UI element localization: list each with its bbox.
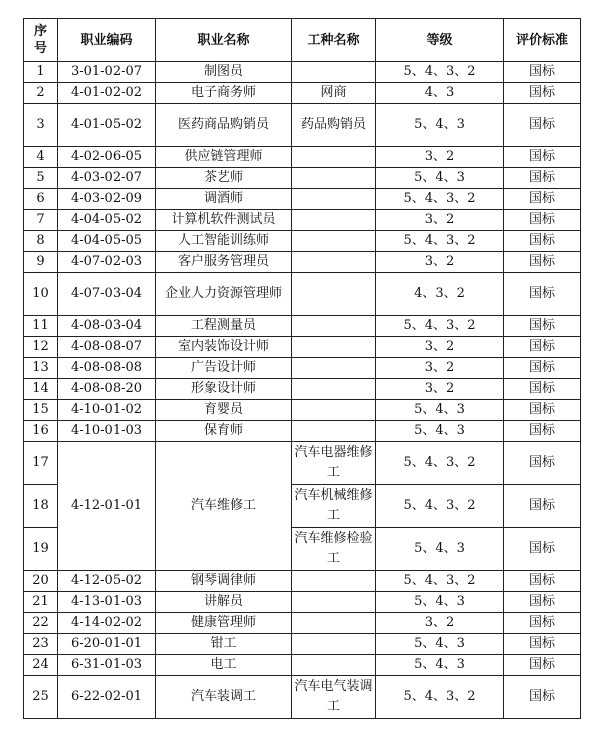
row-level: 5、4、3 [376,528,504,571]
row-code: 3-01-02-07 [58,62,156,83]
row-standard: 国标 [504,316,581,337]
row-standard: 国标 [504,571,581,592]
row-level: 5、4、3 [376,400,504,421]
row-name: 广告设计师 [156,358,292,379]
table-row [24,337,581,358]
occupation-table [23,18,581,719]
row-name: 供应链管理师 [156,147,292,168]
row-no: 20 [24,571,58,592]
row-level: 5、4、3、2 [376,316,504,337]
row-no: 6 [24,189,58,210]
row-trade [292,231,376,252]
row-standard: 国标 [504,147,581,168]
header-row [24,19,581,62]
table-row [24,571,581,592]
row-name: 钢琴调律师 [156,571,292,592]
row-trade [292,273,376,316]
row-name: 电工 [156,655,292,676]
row-trade [292,358,376,379]
row-name: 客户服务管理员 [156,252,292,273]
row-code: 4-03-02-09 [58,189,156,210]
table-row [24,189,581,210]
row-trade: 网商 [292,83,376,104]
row-trade [292,571,376,592]
table-row [24,104,581,147]
row-code: 6-31-01-03 [58,655,156,676]
row-no: 25 [24,676,58,719]
row-no: 5 [24,168,58,189]
row-level: 5、4、3 [376,104,504,147]
row-trade [292,147,376,168]
row-code: 6-20-01-01 [58,634,156,655]
row-no: 4 [24,147,58,168]
row-standard: 国标 [504,358,581,379]
row-code: 4-02-06-05 [58,147,156,168]
row-no: 13 [24,358,58,379]
row-code: 4-12-01-01 [58,442,156,571]
row-no: 16 [24,421,58,442]
row-name: 制图员 [156,62,292,83]
table-row [24,252,581,273]
row-name: 人工智能训练师 [156,231,292,252]
row-standard: 国标 [504,676,581,719]
row-level: 3、2 [376,358,504,379]
table-row [24,358,581,379]
row-level: 3、2 [376,210,504,231]
row-standard: 国标 [504,400,581,421]
row-level: 5、4、3、2 [376,231,504,252]
row-name: 健康管理师 [156,613,292,634]
row-code: 4-08-08-07 [58,337,156,358]
table-row [24,379,581,400]
row-no: 11 [24,316,58,337]
row-code: 4-07-03-04 [58,273,156,316]
row-name: 保育师 [156,421,292,442]
row-trade [292,189,376,210]
row-level: 5、4、3、2 [376,189,504,210]
row-standard: 国标 [504,231,581,252]
table-row [24,316,581,337]
row-standard: 国标 [504,613,581,634]
row-name: 汽车装调工 [156,676,292,719]
row-trade [292,592,376,613]
table-row [24,442,581,485]
row-code: 4-14-02-02 [58,613,156,634]
row-trade [292,421,376,442]
row-no: 3 [24,104,58,147]
row-trade: 汽车电器维修工 [292,442,376,485]
row-no: 8 [24,231,58,252]
row-no: 22 [24,613,58,634]
row-standard: 国标 [504,655,581,676]
row-level: 5、4、3 [376,634,504,655]
row-standard: 国标 [504,83,581,104]
table-row [24,400,581,421]
row-level: 3、2 [376,613,504,634]
row-level: 3、2 [376,147,504,168]
row-level: 3、2 [376,337,504,358]
row-standard: 国标 [504,421,581,442]
table-row [24,147,581,168]
row-trade [292,252,376,273]
row-no: 15 [24,400,58,421]
row-trade [292,379,376,400]
row-no: 7 [24,210,58,231]
table-row [24,421,581,442]
row-standard: 国标 [504,168,581,189]
row-name: 电子商务师 [156,83,292,104]
row-name: 形象设计师 [156,379,292,400]
row-code: 4-12-05-02 [58,571,156,592]
row-trade [292,210,376,231]
row-standard: 国标 [504,379,581,400]
header-trade: 工种名称 [292,19,376,62]
row-name: 工程测量员 [156,316,292,337]
row-trade: 药品购销员 [292,104,376,147]
row-name: 室内装饰设计师 [156,337,292,358]
row-code: 4-01-02-02 [58,83,156,104]
row-name: 医药商品购销员 [156,104,292,147]
header-no: 序号 [24,19,58,62]
row-level: 4、3 [376,83,504,104]
row-standard: 国标 [504,252,581,273]
row-code: 4-03-02-07 [58,168,156,189]
header-standard: 评价标准 [504,19,581,62]
row-standard: 国标 [504,104,581,147]
row-code: 4-07-02-03 [58,252,156,273]
row-code: 4-01-05-02 [58,104,156,147]
row-no: 14 [24,379,58,400]
row-standard: 国标 [504,273,581,316]
row-level: 5、4、3 [376,592,504,613]
row-code: 4-10-01-03 [58,421,156,442]
row-no: 10 [24,273,58,316]
row-standard: 国标 [504,210,581,231]
table-row [24,168,581,189]
row-standard: 国标 [504,189,581,210]
header-level: 等级 [376,19,504,62]
row-trade [292,62,376,83]
row-trade [292,316,376,337]
row-no: 23 [24,634,58,655]
row-no: 12 [24,337,58,358]
table-row [24,210,581,231]
row-no: 2 [24,83,58,104]
row-code: 4-08-03-04 [58,316,156,337]
table-row [24,676,581,719]
row-name: 调酒师 [156,189,292,210]
row-name: 计算机软件测试员 [156,210,292,231]
row-trade: 汽车电气装调工 [292,676,376,719]
table-row [24,592,581,613]
row-trade [292,613,376,634]
row-code: 4-04-05-02 [58,210,156,231]
row-trade: 汽车机械维修工 [292,485,376,528]
row-level: 5、4、3、2 [376,62,504,83]
table-row [24,62,581,83]
table-row [24,655,581,676]
table-row [24,231,581,252]
row-no: 24 [24,655,58,676]
row-standard: 国标 [504,62,581,83]
header-name: 职业名称 [156,19,292,62]
table-row [24,634,581,655]
header-code: 职业编码 [58,19,156,62]
row-level: 4、3、2 [376,273,504,316]
row-name: 钳工 [156,634,292,655]
row-standard: 国标 [504,634,581,655]
row-code: 4-13-01-03 [58,592,156,613]
row-no: 18 [24,485,58,528]
row-no: 1 [24,62,58,83]
row-level: 5、4、3、2 [376,676,504,719]
row-code: 4-10-01-02 [58,400,156,421]
row-name: 讲解员 [156,592,292,613]
row-trade [292,634,376,655]
row-standard: 国标 [504,592,581,613]
row-standard: 国标 [504,442,581,485]
row-level: 5、4、3 [376,421,504,442]
row-trade: 汽车维修检验工 [292,528,376,571]
table-row [24,83,581,104]
row-name: 育婴员 [156,400,292,421]
row-name: 汽车维修工 [156,442,292,571]
row-trade [292,337,376,358]
row-standard: 国标 [504,528,581,571]
row-name: 企业人力资源管理师 [156,273,292,316]
row-standard: 国标 [504,337,581,358]
row-code: 6-22-02-01 [58,676,156,719]
row-level: 3、2 [376,252,504,273]
row-no: 21 [24,592,58,613]
row-code: 4-08-08-08 [58,358,156,379]
row-no: 19 [24,528,58,571]
table-row [24,613,581,634]
row-level: 5、4、3 [376,655,504,676]
row-level: 5、4、3、2 [376,442,504,485]
row-level: 5、4、3、2 [376,571,504,592]
row-trade [292,168,376,189]
table-row [24,273,581,316]
row-no: 17 [24,442,58,485]
row-code: 4-08-08-20 [58,379,156,400]
row-trade [292,655,376,676]
row-level: 5、4、3 [376,168,504,189]
row-level: 5、4、3、2 [376,485,504,528]
row-standard: 国标 [504,485,581,528]
row-trade [292,400,376,421]
row-level: 3、2 [376,379,504,400]
row-name: 茶艺师 [156,168,292,189]
row-code: 4-04-05-05 [58,231,156,252]
row-no: 9 [24,252,58,273]
